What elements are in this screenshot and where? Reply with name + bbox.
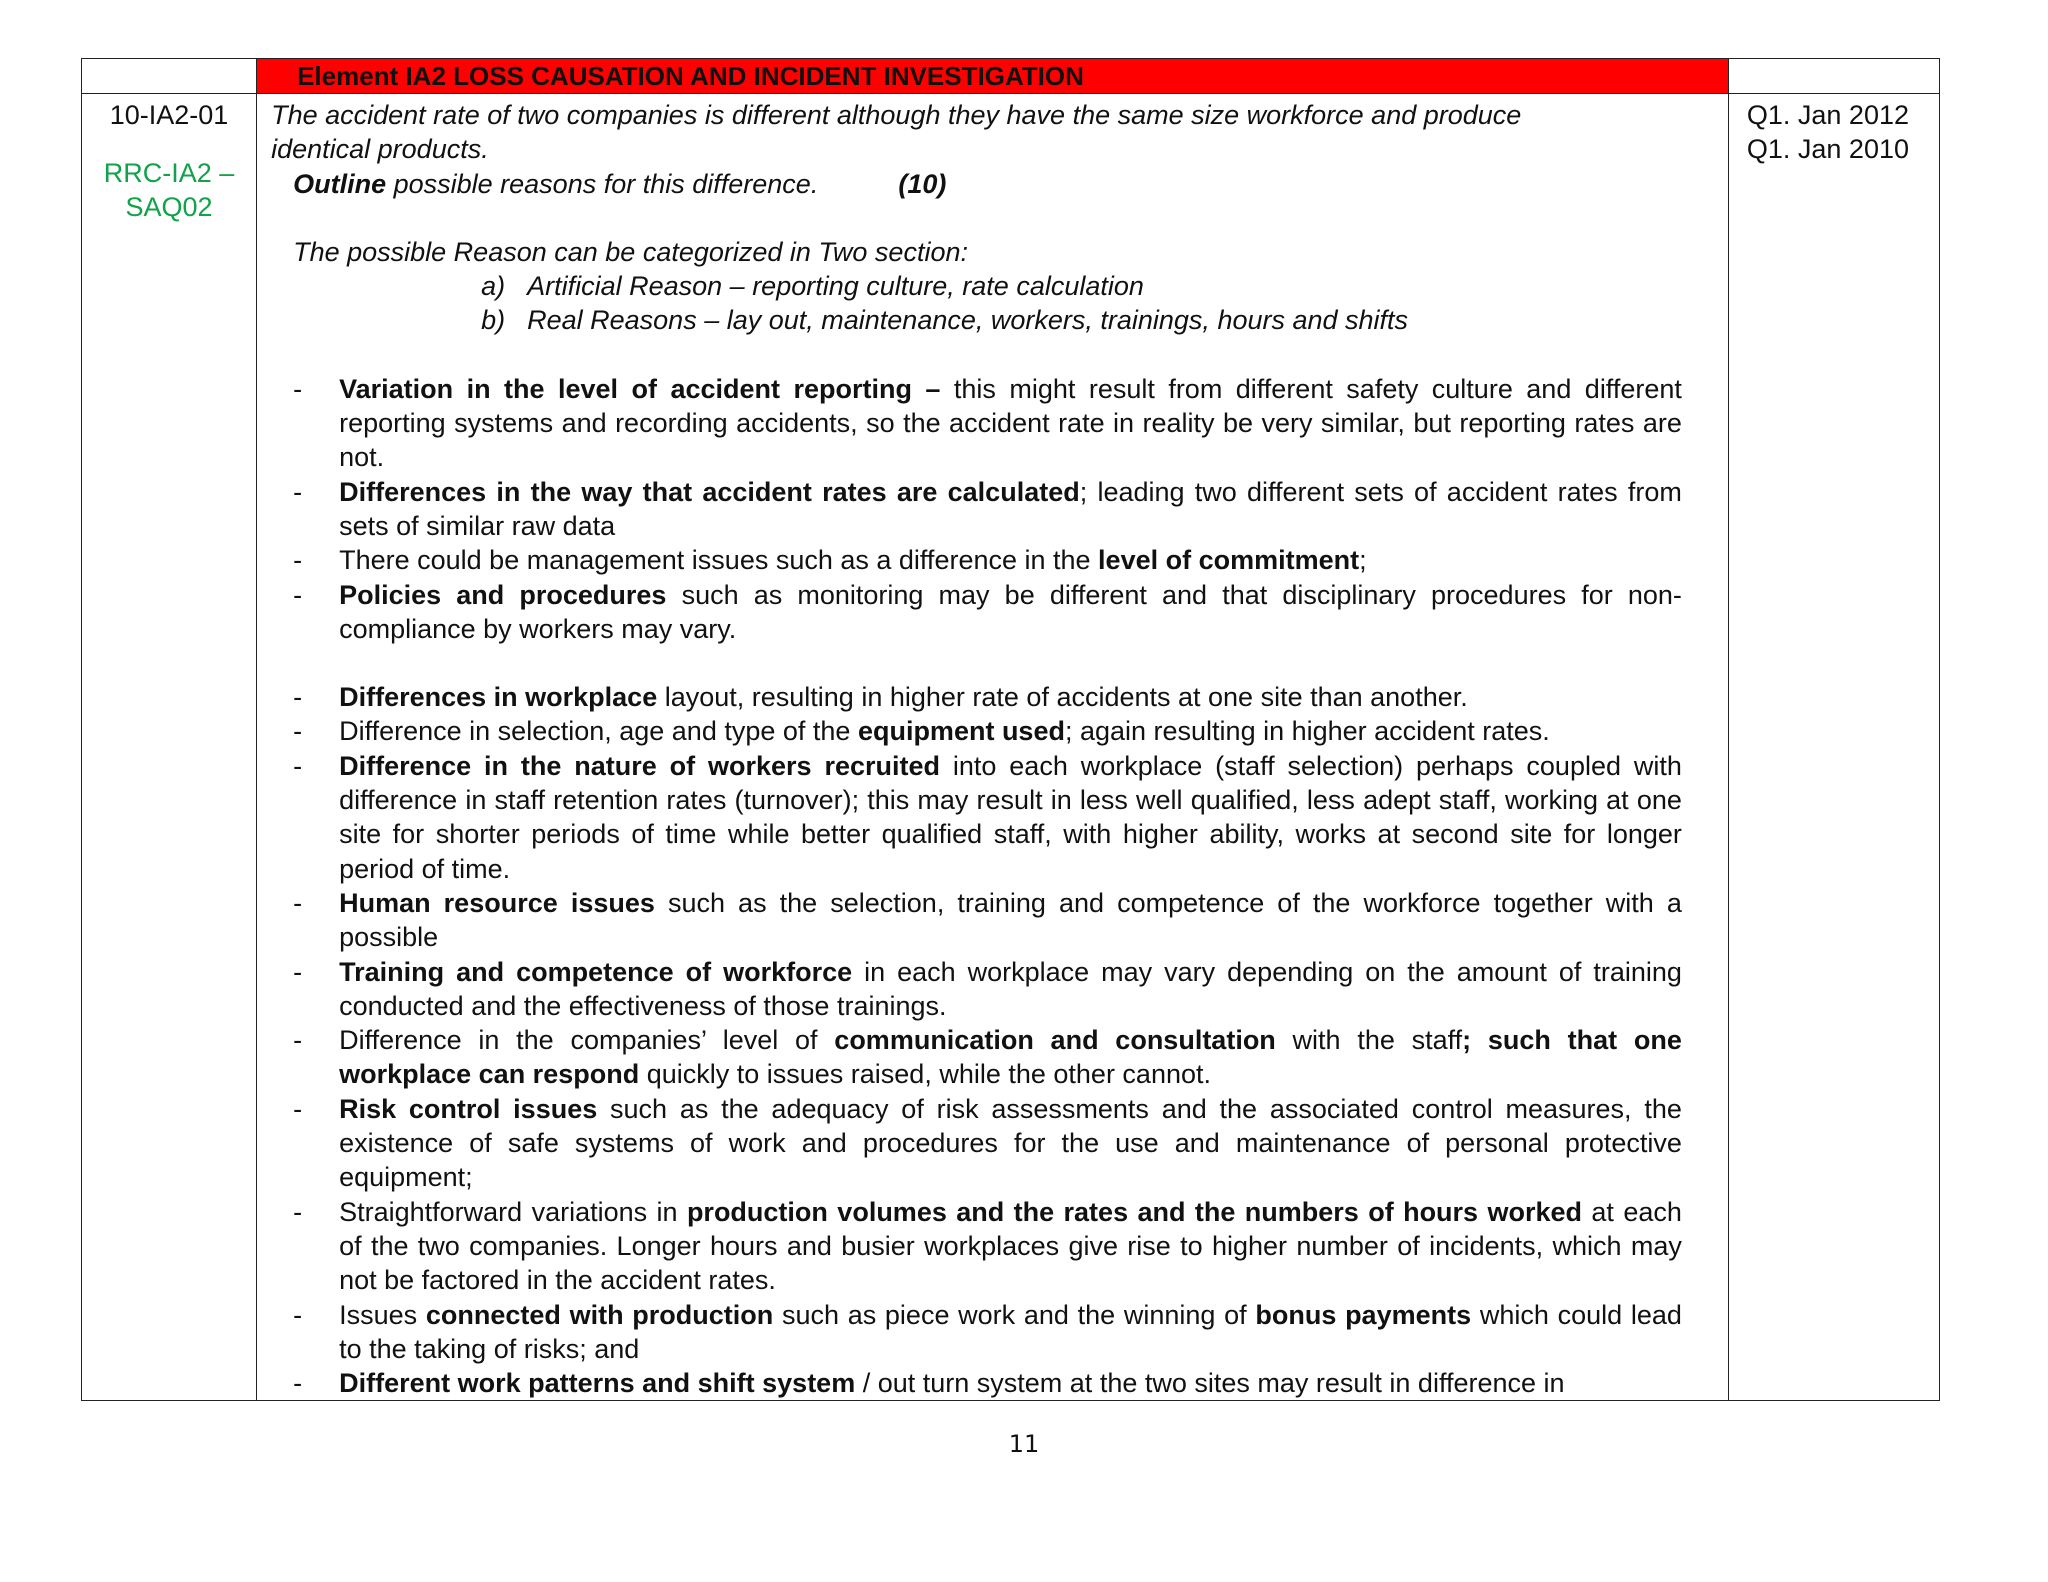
outline-text: possible reasons for this difference. [386,168,819,199]
bullet-dash: - [293,579,303,610]
point-text: layout, resulting in higher rate of accidents at one site than another. [657,682,1468,713]
bullet-dash: - [293,1093,303,1124]
bullet-dash: - [293,373,303,404]
point-bold-text: bonus payments [1255,1299,1472,1330]
bullet-dash: - [293,682,303,713]
point-bold-text: Policies and procedures [339,579,667,610]
answer-point [271,372,1682,475]
question-body-cell [257,94,1729,1401]
point-text: at each of the two companies. Longer hours and busier workplaces give rise to higher number of incidents, which may not be factored in the accident rates. [339,1196,1682,1296]
point-text: which could lead to the taking of risks; and [339,1299,1682,1364]
question-code: 10-IA2-01 [109,100,229,130]
exam-reference: Q1. Jan 2010 [1746,134,1909,164]
bullet-dash: - [293,1299,303,1330]
bullet-dash: - [293,887,303,918]
question-table [81,58,1940,1401]
point-bold-text: Difference in the nature of workers recruited [339,750,940,781]
category-label: b) [481,305,506,336]
point-bold-text: Differences in the way that accident rates are calculated [339,476,1080,507]
point-text: ; [1359,545,1367,576]
rrc-reference: RRC-IA2 – SAQ02 [103,158,235,222]
page-number: 11 [1008,1430,1040,1458]
bullet-dash: - [293,750,303,781]
answer-point [271,1195,1682,1298]
bullet-dash: - [293,956,303,987]
category-text: Real Reasons – lay out, maintenance, workers, trainings, hours and shifts [527,305,1409,336]
answer-point [271,1298,1682,1367]
bullet-dash: - [293,1196,303,1227]
bullet-dash: - [293,545,303,576]
point-text: into each workplace (staff selection) perhaps coupled with difference in staff retention rates (turnover); this may result in less well qualified, less adept staff, working at one site for shorter periods of time while better qualified staff, with higher ability, works at second site for longer period of time. [339,750,1682,884]
point-bold-text: Risk control issues [339,1093,598,1124]
point-text: such as piece work and the winning of [773,1299,1256,1330]
outline-keyword: Outline [293,168,387,199]
exam-reference-cell [1728,94,1939,1401]
question-text-line-2: identical products. [271,134,489,165]
question-row [82,94,1940,1401]
answer-point [271,886,1682,955]
point-text: Difference in the companies’ level of [339,1025,835,1056]
point-text: this might result from different safety culture and different reporting systems and recording accidents, so the accident rate in reality be very similar, but reporting rates are not. [339,373,1682,473]
point-bold-text: Differences in workplace [339,682,658,713]
point-text: / out turn system at the two sites may result in difference in [855,1368,1565,1399]
point-text: Difference in selection, age and type of the [339,716,858,747]
point-text: such as monitoring may be different and that disciplinary procedures for non-compliance by workers may vary. [339,579,1682,644]
point-text: in each workplace may vary depending on the amount of training conducted and the effectiveness of those trainings. [339,956,1682,1021]
category-item [271,269,1682,303]
bullet-dash: - [293,716,303,747]
answer-point [271,1366,1682,1400]
element-title: Element IA2 LOSS CAUSATION AND INCIDENT INVESTIGATION [257,59,1729,94]
point-text: ; leading two different sets of accident rates from sets of similar raw data [339,476,1682,541]
bullet-dash: - [293,1025,303,1056]
answer-point [271,543,1682,577]
answer-point [271,578,1682,647]
point-text: ; again resulting in higher accident rates. [1064,716,1550,747]
answer-point [271,1092,1682,1195]
answer-point [271,714,1682,748]
point-bold-text: Training and competence of workforce [339,956,853,987]
exam-reference: Q1. Jan 2012 [1746,100,1909,130]
category-label: a) [481,271,506,302]
answer-point [271,475,1682,544]
category-item [271,303,1682,337]
answer-points-list [271,372,1682,1401]
answer-point [271,955,1682,1024]
point-bold-text: Variation in the level of accident reporting – [339,373,941,404]
point-bold-text: Different work patterns and shift system [339,1368,856,1399]
table-header-row [82,59,1940,94]
point-text: such as the selection, training and competence of the workforce together with a possible [339,887,1682,953]
point-text: There could be management issues such as a difference in the [339,545,1099,576]
point-bold-text: production volumes and the rates and the numbers of hours worked [686,1196,1583,1227]
question-instruction [271,167,1682,201]
point-bold-text: connected with production [425,1299,774,1330]
point-text: such as the adequacy of risk assessments and the associated control measures, the existence of safe systems of work and procedures for the use and maintenance of personal protective equipment; [339,1093,1682,1193]
point-text: Issues [339,1299,426,1330]
category-text: Artificial Reason – reporting culture, rate calculation [527,271,1144,302]
spacer [271,201,1682,235]
header-empty-cell-left [82,59,257,94]
point-text: with the staff [1275,1025,1463,1056]
answer-intro: The possible Reason can be categorized in Two section: [293,236,968,267]
point-bold-text: ; such that one workplace can respond [339,1025,1682,1090]
point-text: quickly to issues raised, while the other cannot. [639,1059,1212,1090]
header-empty-cell-right [1728,59,1939,94]
point-bold-text: communication and consultation [834,1025,1276,1056]
question-text-line-1: The accident rate of two companies is different although they have the same size workforce and produce [271,100,1522,130]
bullet-dash: - [293,1368,303,1399]
answer-point [271,680,1682,714]
answer-point [271,749,1682,886]
marks: (10) [898,168,947,199]
point-text: Straightforward variations in [339,1196,687,1227]
bullet-dash: - [293,476,303,507]
question-id-cell [82,94,257,1401]
answer-point [271,1023,1682,1092]
point-bold-text: equipment used [857,716,1065,747]
point-bold-text: level of commitment [1098,545,1360,576]
point-bold-text: Human resource issues [339,887,655,918]
